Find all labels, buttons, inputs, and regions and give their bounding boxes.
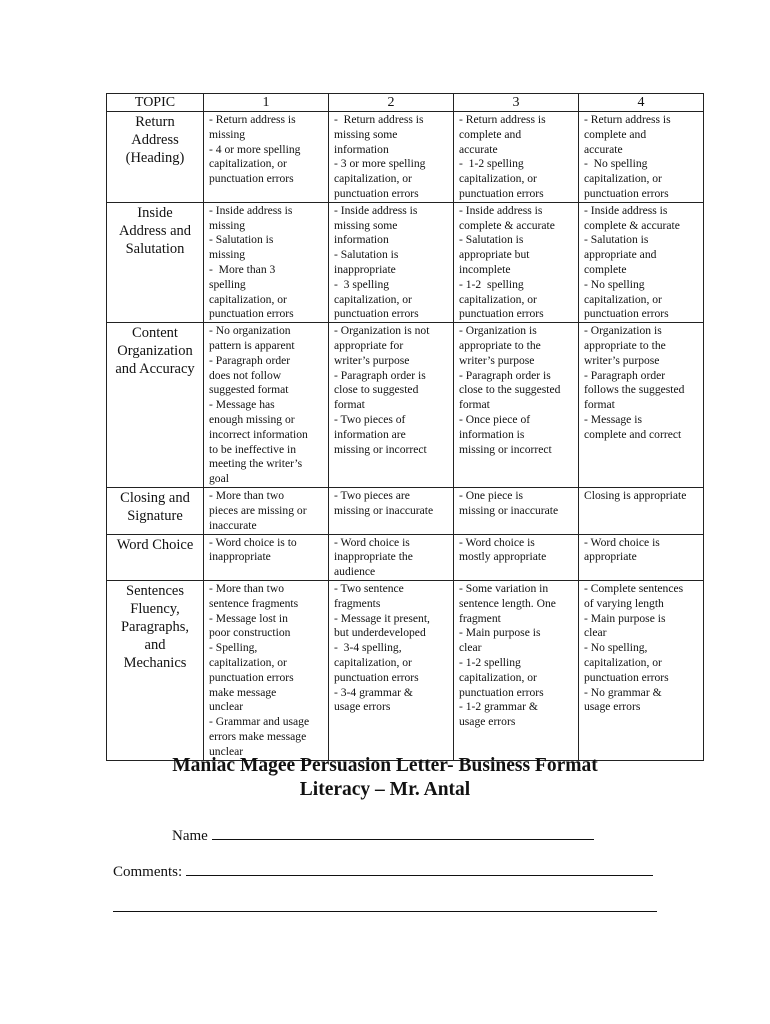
rubric-cell-score-3	[454, 534, 579, 580]
criteria-text-line: - Return address is	[459, 113, 546, 126]
rubric-cell-score-1	[204, 323, 329, 488]
topic-text-line: Content	[132, 325, 178, 342]
criteria-text-line: - Main purpose is	[459, 626, 541, 640]
rubric-cell-score-3	[454, 202, 579, 322]
criteria-text-line: - Organization is not	[334, 324, 430, 338]
criteria-text-line: missing or inaccurate	[334, 503, 434, 517]
topic-text-line: Salutation	[125, 240, 185, 257]
criteria-text-line: errors make message	[209, 729, 307, 743]
criteria-text-line: appropriate to the	[584, 338, 666, 352]
criteria-text-line: capitalization, or	[334, 172, 412, 186]
criteria-text-line: punctuation errors	[334, 307, 419, 321]
rubric-cell-score-2	[329, 323, 454, 488]
criteria-text-line: complete	[584, 262, 627, 276]
criteria-text-line: - Message it present,	[334, 611, 430, 625]
header-score-2: 2	[329, 94, 454, 112]
rubric-row	[107, 112, 704, 203]
rubric-cell-score-4	[579, 112, 704, 203]
criteria-text-line: - Once piece of	[459, 412, 531, 426]
criteria-text-line: punctuation errors	[584, 307, 669, 321]
criteria-text-line: capitalization, or	[209, 292, 287, 306]
criteria-text-line: complete and correct	[584, 427, 682, 441]
criteria-text-line: - More than 3	[209, 262, 276, 276]
criteria-text-line: capitalization, or	[209, 157, 287, 171]
criteria-text-line: incorrect information	[209, 427, 308, 441]
criteria-text-line: - Paragraph order is	[459, 368, 551, 382]
criteria-text-line: spelling	[209, 277, 246, 291]
topic-text-line: (Heading)	[125, 150, 185, 166]
rubric-cell-score-2	[329, 202, 454, 322]
criteria-text-line: capitalization, or	[334, 655, 412, 669]
criteria-text-line: complete and	[459, 127, 522, 141]
criteria-text-line: - No spelling,	[584, 641, 648, 655]
criteria-text-line: capitalization, or	[584, 172, 662, 186]
criteria-text-line: information are	[334, 427, 406, 441]
criteria-text-line: - Message lost in	[209, 611, 288, 625]
criteria-text-line: capitalization, or	[584, 655, 662, 669]
rubric-header-row	[107, 94, 704, 112]
criteria-text-line: fragment	[459, 611, 501, 625]
criteria-text-line: format	[584, 398, 615, 412]
criteria-text-line: information	[334, 142, 389, 156]
rubric-cell-score-4	[579, 580, 704, 760]
criteria-text-line: - Salutation is	[459, 233, 524, 247]
criteria-text-line: close to suggested	[334, 383, 419, 397]
criteria-text-line: punctuation errors	[209, 670, 294, 684]
criteria-text-line: - Two sentence	[334, 581, 404, 595]
criteria-text-line: - Salutation is	[209, 233, 274, 247]
criteria-text-line: - Message is	[584, 412, 642, 426]
rubric-topic	[107, 112, 204, 203]
topic-text-line: and Accuracy	[115, 361, 195, 378]
topic-text-line: Word Choice	[116, 536, 194, 553]
rubric-row	[107, 488, 704, 534]
name-line	[172, 825, 594, 845]
criteria-text-line: missing or incorrect	[334, 442, 427, 456]
criteria-text-line: missing or incorrect	[459, 442, 552, 456]
rubric-cell-score-4	[579, 202, 704, 322]
topic-text-line: Sentences	[126, 582, 184, 599]
criteria-text-line: follows the suggested	[584, 383, 685, 397]
criteria-text-line: complete and	[584, 127, 647, 141]
topic-text-line: Return	[135, 114, 175, 130]
criteria-text-line: - Word choice is	[334, 535, 410, 549]
name-label: Name	[172, 828, 208, 844]
criteria-text-line: usage errors	[584, 700, 641, 714]
criteria-text-line: punctuation errors	[459, 186, 544, 200]
criteria-text-line: meeting the writer’s	[209, 457, 303, 471]
criteria-text-line: capitalization, or	[334, 292, 412, 306]
criteria-text-line: sentence fragments	[209, 596, 299, 610]
criteria-text-line: usage errors	[459, 715, 516, 729]
criteria-text-line: inappropriate	[209, 550, 271, 564]
criteria-text-line: suggested format	[209, 383, 289, 397]
criteria-text-line: missing	[209, 127, 246, 141]
criteria-text-line: - Organization is	[584, 324, 662, 338]
topic-text-line: Closing and	[120, 490, 190, 507]
criteria-text-line: - Word choice is	[459, 535, 535, 549]
criteria-text-line: writer’s purpose	[459, 353, 535, 367]
criteria-text-line: - No spelling	[584, 277, 645, 291]
comments-line	[113, 861, 653, 881]
rubric-cell-score-1	[204, 534, 329, 580]
rubric-cell-score-1	[204, 202, 329, 322]
criteria-text-line: - 1-2 grammar &	[459, 700, 538, 714]
rubric-cell-score-3	[454, 580, 579, 760]
criteria-text-line: does not follow	[209, 368, 282, 382]
criteria-text-line: - Return address is	[584, 113, 671, 126]
criteria-text-line: punctuation errors	[334, 670, 419, 684]
rubric-row	[107, 323, 704, 488]
rubric-topic	[107, 323, 204, 488]
document-subtitle: Literacy – Mr. Antal	[299, 779, 471, 800]
criteria-text-line: - Some variation in	[459, 581, 549, 595]
criteria-text-line: missing or inaccurate	[459, 503, 559, 517]
criteria-text-line: punctuation errors	[584, 670, 669, 684]
criteria-text-line: clear	[459, 641, 482, 655]
criteria-text-line: - Salutation is	[584, 233, 649, 247]
criteria-text-line: enough missing or	[209, 412, 295, 426]
comments-line-2	[113, 897, 657, 917]
topic-text-line: Address	[131, 132, 179, 148]
criteria-text-line: mostly appropriate	[459, 550, 547, 564]
rubric-cell-score-2	[329, 534, 454, 580]
header-score-3: 3	[454, 94, 579, 112]
criteria-text-line: goal	[209, 472, 229, 486]
criteria-text-line: appropriate to the	[459, 338, 541, 352]
rubric-cell-score-1	[204, 580, 329, 760]
criteria-text-line: - 3-4 grammar &	[334, 685, 413, 699]
criteria-text-line: format	[334, 398, 365, 412]
criteria-text-line: - 1-2 spelling	[459, 157, 524, 171]
header-score-4: 4	[579, 94, 704, 112]
criteria-text-line: writer’s purpose	[334, 353, 410, 367]
criteria-text-line: - One piece is	[459, 489, 524, 503]
criteria-text-line: of varying length	[584, 596, 664, 610]
criteria-text-line: information	[334, 233, 389, 247]
comments-blank[interactable]	[186, 861, 653, 876]
rubric-table	[106, 93, 704, 761]
rubric-row	[107, 580, 704, 760]
rubric-cell-score-3	[454, 323, 579, 488]
criteria-text-line: close to the suggested	[459, 383, 561, 397]
criteria-text-line: capitalization, or	[459, 172, 537, 186]
criteria-text-line: punctuation errors	[459, 685, 544, 699]
criteria-text-line: pieces are missing or	[209, 503, 307, 517]
criteria-text-line: appropriate for	[334, 338, 404, 352]
criteria-text-line: missing	[209, 218, 246, 232]
criteria-text-line: - Paragraph order	[584, 368, 666, 382]
criteria-text-line: appropriate and	[584, 248, 657, 262]
criteria-text-line: punctuation errors	[584, 186, 669, 200]
criteria-text-line: punctuation errors	[209, 307, 294, 321]
topic-text-line: and	[144, 636, 166, 653]
rubric-row	[107, 534, 704, 580]
criteria-text-line: - Message has	[209, 398, 275, 412]
criteria-text-line: appropriate	[584, 550, 637, 564]
criteria-text-line: capitalization, or	[459, 292, 537, 306]
criteria-text-line: information is	[459, 427, 525, 441]
rubric-row	[107, 202, 704, 322]
criteria-text-line: - Complete sentences	[584, 581, 684, 595]
criteria-text-line: sentence length. One	[459, 596, 556, 610]
criteria-text-line: - Inside address is	[209, 203, 293, 217]
criteria-text-line: complete & accurate	[584, 218, 680, 232]
comments-label: Comments:	[113, 864, 183, 880]
criteria-text-line: pattern is apparent	[209, 338, 295, 352]
criteria-text-line: - Inside address is	[459, 203, 543, 217]
document-title: Maniac Magee Persuasion Letter- Business Format	[172, 755, 598, 776]
rubric-cell-score-4	[579, 323, 704, 488]
topic-text-line: Organization	[117, 343, 193, 360]
criteria-text-line: but underdeveloped	[334, 626, 426, 640]
criteria-text-line: punctuation errors	[209, 172, 294, 186]
rubric-topic	[107, 534, 204, 580]
criteria-text-line: punctuation errors	[459, 307, 544, 321]
criteria-text-line: inaccurate	[209, 518, 257, 532]
criteria-text-line: usage errors	[334, 700, 391, 714]
criteria-text-line: Closing is appropriate	[584, 489, 687, 503]
criteria-text-line: - Word choice is to	[209, 535, 297, 549]
criteria-text-line: - More than two	[209, 581, 285, 595]
topic-text-line: Fluency,	[130, 600, 180, 617]
criteria-text-line: inappropriate the	[334, 550, 413, 564]
criteria-text-line: capitalization, or	[209, 655, 287, 669]
criteria-text-line: - 4 or more spelling	[209, 142, 301, 156]
criteria-text-line: capitalization, or	[459, 670, 537, 684]
criteria-text-line: - 1-2 spelling	[459, 277, 524, 291]
rubric-topic	[107, 488, 204, 534]
criteria-text-line: appropriate but	[459, 248, 530, 262]
rubric-topic	[107, 202, 204, 322]
criteria-text-line: format	[459, 398, 490, 412]
topic-text-line: Address and	[118, 222, 192, 239]
criteria-text-line: - More than two	[209, 489, 285, 503]
criteria-text-line: audience	[334, 565, 376, 579]
criteria-text-line: punctuation errors	[334, 186, 419, 200]
rubric-cell-score-2	[329, 112, 454, 203]
criteria-text-line: - Inside address is	[334, 203, 418, 217]
topic-text-line: Inside	[137, 204, 173, 221]
criteria-text-line: - Salutation is	[334, 248, 399, 262]
criteria-text-line: missing some	[334, 218, 398, 232]
rubric-cell-score-3	[454, 112, 579, 203]
criteria-text-line: unclear	[209, 744, 244, 758]
criteria-text-line: capitalization, or	[584, 292, 662, 306]
criteria-text-line: inappropriate	[334, 262, 396, 276]
criteria-text-line: make message	[209, 685, 277, 699]
criteria-text-line: missing	[209, 248, 246, 262]
rubric-cell-score-2	[329, 488, 454, 534]
name-blank[interactable]	[212, 825, 594, 840]
criteria-text-line: - Inside address is	[584, 203, 668, 217]
criteria-text-line: - 3-4 spelling,	[334, 641, 402, 655]
criteria-text-line: fragments	[334, 596, 381, 610]
rubric-cell-score-4	[579, 534, 704, 580]
rubric-cell-score-3	[454, 488, 579, 534]
criteria-text-line: - Organization is	[459, 324, 537, 338]
criteria-text-line: - Return address is	[209, 113, 296, 126]
criteria-text-line: - No organization	[209, 324, 291, 338]
criteria-text-line: accurate	[459, 142, 498, 156]
criteria-text-line: - No grammar &	[584, 685, 662, 699]
rubric-cell-score-2	[329, 580, 454, 760]
header-score-1: 1	[204, 94, 329, 112]
criteria-text-line: to be ineffective in	[209, 442, 297, 456]
topic-text-line: Mechanics	[123, 654, 187, 671]
criteria-text-line: incomplete	[459, 262, 511, 276]
criteria-text-line: - 3 or more spelling	[334, 157, 426, 171]
rubric-cell-score-1	[204, 488, 329, 534]
criteria-text-line: - Main purpose is	[584, 611, 666, 625]
criteria-text-line: unclear	[209, 700, 244, 714]
criteria-text-line: - 3 spelling	[334, 277, 390, 291]
criteria-text-line: - Paragraph order	[209, 353, 291, 367]
criteria-text-line: clear	[584, 626, 607, 640]
criteria-text-line: missing some	[334, 127, 398, 141]
criteria-text-line: complete & accurate	[459, 218, 555, 232]
rubric-topic	[107, 580, 204, 760]
header-topic: TOPIC	[107, 94, 204, 112]
criteria-text-line: - Paragraph order is	[334, 368, 426, 382]
criteria-text-line: poor construction	[209, 626, 291, 640]
criteria-text-line: - Grammar and usage	[209, 715, 310, 729]
criteria-text-line: - Two pieces of	[334, 412, 406, 426]
topic-text-line: Signature	[127, 508, 183, 525]
criteria-text-line: - 1-2 spelling	[459, 655, 521, 669]
criteria-text-line: - No spelling	[584, 157, 648, 171]
criteria-text-line: - Two pieces are	[334, 489, 410, 503]
criteria-text-line: writer’s purpose	[584, 353, 660, 367]
criteria-text-line: - Return address is	[334, 113, 424, 126]
topic-text-line: Paragraphs,	[120, 618, 190, 635]
criteria-text-line: accurate	[584, 142, 623, 156]
comments-blank-2[interactable]	[113, 897, 657, 912]
criteria-text-line: - Spelling,	[209, 641, 258, 655]
rubric-cell-score-1	[204, 112, 329, 203]
rubric-cell-score-4	[579, 488, 704, 534]
criteria-text-line: - Word choice is	[584, 535, 660, 549]
